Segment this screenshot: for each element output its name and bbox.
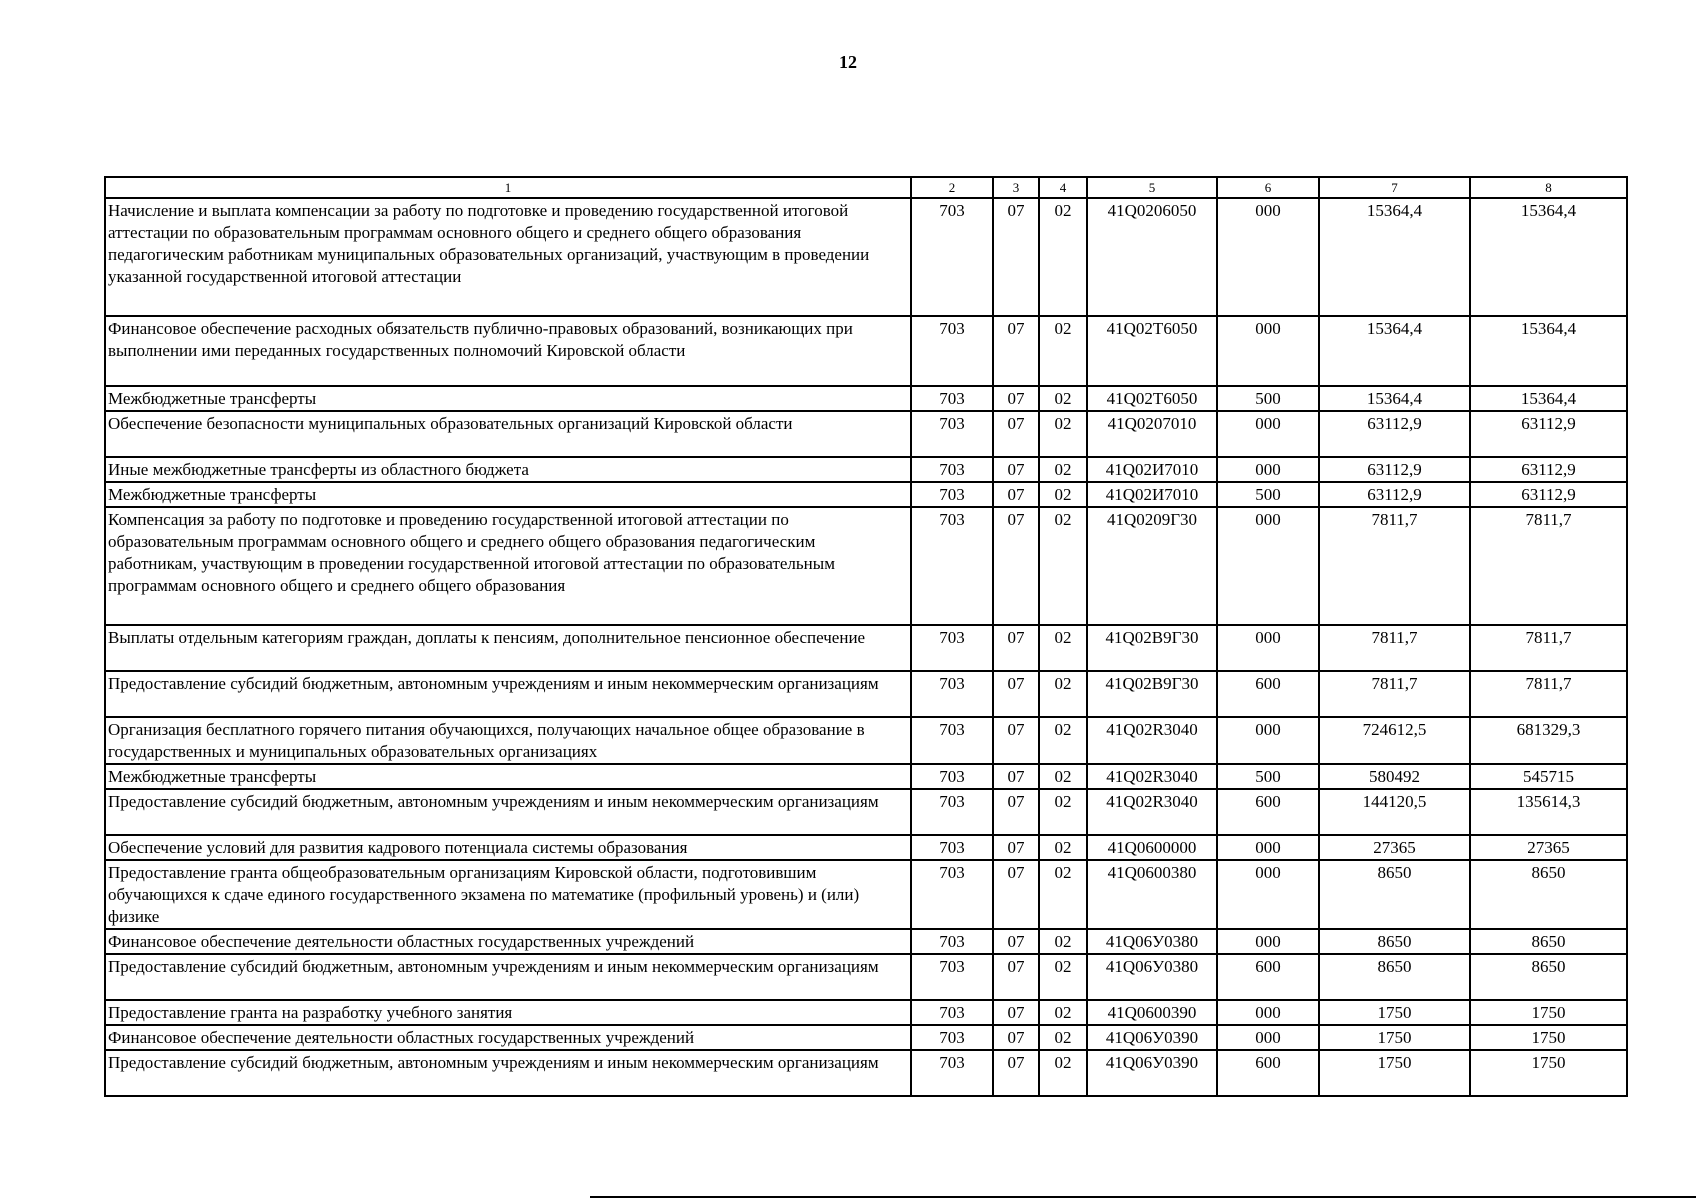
amount-col7-cell: 15364,4: [1319, 198, 1470, 316]
table-row: [105, 671, 1627, 717]
header-cell: 7: [1319, 177, 1470, 198]
amount-col7-cell: 7811,7: [1319, 507, 1470, 625]
table-row: [105, 411, 1627, 457]
section-code-cell: 703: [911, 671, 993, 717]
amount-col7-cell: 8650: [1319, 954, 1470, 1000]
expense-type-cell: 500: [1217, 764, 1319, 789]
section-code-cell: 703: [911, 198, 993, 316]
subsection-code-cell: 07: [993, 625, 1039, 671]
amount-col8-cell: 545715: [1470, 764, 1627, 789]
subsection-code-cell: 07: [993, 386, 1039, 411]
target-article-cell: 41Q02Т6050: [1087, 386, 1217, 411]
target-article-cell: 41Q02R3040: [1087, 764, 1217, 789]
row-name-cell: Межбюджетные трансферты: [105, 386, 911, 411]
header-cell: 6: [1217, 177, 1319, 198]
amount-col8-cell: 8650: [1470, 954, 1627, 1000]
section-code-cell: 703: [911, 386, 993, 411]
subgroup-code-cell: 02: [1039, 954, 1087, 1000]
subgroup-code-cell: 02: [1039, 717, 1087, 764]
target-article-cell: 41Q06У0380: [1087, 929, 1217, 954]
row-name-cell: Межбюджетные трансферты: [105, 482, 911, 507]
subgroup-code-cell: 02: [1039, 482, 1087, 507]
expense-type-cell: 600: [1217, 671, 1319, 717]
row-name-cell: Выплаты отдельным категориям граждан, доплаты к пенсиям, дополнительное пенсионное обеспечение: [105, 625, 911, 671]
header-cell: 8: [1470, 177, 1627, 198]
amount-col7-cell: 15364,4: [1319, 316, 1470, 386]
subgroup-code-cell: 02: [1039, 1000, 1087, 1025]
amount-col7-cell: 724612,5: [1319, 717, 1470, 764]
amount-col8-cell: 15364,4: [1470, 386, 1627, 411]
amount-col8-cell: 1750: [1470, 1025, 1627, 1050]
subsection-code-cell: 07: [993, 671, 1039, 717]
section-code-cell: 703: [911, 835, 993, 860]
expense-type-cell: 600: [1217, 789, 1319, 835]
subgroup-code-cell: 02: [1039, 386, 1087, 411]
expense-type-cell: 000: [1217, 198, 1319, 316]
subsection-code-cell: 07: [993, 411, 1039, 457]
subsection-code-cell: 07: [993, 482, 1039, 507]
target-article-cell: 41Q02R3040: [1087, 789, 1217, 835]
expense-type-cell: 500: [1217, 386, 1319, 411]
subgroup-code-cell: 02: [1039, 671, 1087, 717]
amount-col7-cell: 1750: [1319, 1000, 1470, 1025]
amount-col8-cell: 63112,9: [1470, 482, 1627, 507]
subgroup-code-cell: 02: [1039, 835, 1087, 860]
subsection-code-cell: 07: [993, 1050, 1039, 1096]
row-name-cell: Компенсация за работу по подготовке и проведению государственной итоговой аттестации по образовательным программам основного общего и среднего общего образования педагогическим работникам, участвующим в проведении государственной итоговой аттестации по образовательным программам основного общего и среднего общего образования: [105, 507, 911, 625]
subsection-code-cell: 07: [993, 1000, 1039, 1025]
amount-col8-cell: 15364,4: [1470, 198, 1627, 316]
section-code-cell: 703: [911, 507, 993, 625]
table-header-row: [105, 177, 1627, 198]
amount-col8-cell: 15364,4: [1470, 316, 1627, 386]
expense-type-cell: 600: [1217, 1050, 1319, 1096]
amount-col7-cell: 7811,7: [1319, 625, 1470, 671]
amount-col8-cell: 63112,9: [1470, 457, 1627, 482]
row-name-cell: Начисление и выплата компенсации за работу по подготовке и проведению государственной итоговой аттестации по образовательным программам основного общего и среднего общего образования педагогическим работникам муниципальных образовательных организаций, участвующим в проведении указанной государственной итоговой аттестации: [105, 198, 911, 316]
row-name-cell: Финансовое обеспечение расходных обязательств публично-правовых образований, возникающих при выполнении ими переданных государственных полномочий Кировской области: [105, 316, 911, 386]
subgroup-code-cell: 02: [1039, 625, 1087, 671]
subgroup-code-cell: 02: [1039, 929, 1087, 954]
row-name-cell: Финансовое обеспечение деятельности областных государственных учреждений: [105, 929, 911, 954]
table-row: [105, 507, 1627, 625]
target-article-cell: 41Q06У0390: [1087, 1050, 1217, 1096]
target-article-cell: 41Q02И7010: [1087, 457, 1217, 482]
amount-col7-cell: 63112,9: [1319, 482, 1470, 507]
subgroup-code-cell: 02: [1039, 198, 1087, 316]
target-article-cell: 41Q0600390: [1087, 1000, 1217, 1025]
subgroup-code-cell: 02: [1039, 457, 1087, 482]
page-number: 12: [839, 52, 857, 72]
table-row: [105, 789, 1627, 835]
expense-type-cell: 600: [1217, 954, 1319, 1000]
section-code-cell: 703: [911, 789, 993, 835]
expense-type-cell: 000: [1217, 411, 1319, 457]
row-name-cell: Обеспечение условий для развития кадрового потенциала системы образования: [105, 835, 911, 860]
row-name-cell: Обеспечение безопасности муниципальных образовательных организаций Кировской области: [105, 411, 911, 457]
table-row: [105, 457, 1627, 482]
table-row: [105, 1000, 1627, 1025]
subgroup-code-cell: 02: [1039, 764, 1087, 789]
section-code-cell: 703: [911, 316, 993, 386]
page-bottom-rule: [590, 1196, 1696, 1198]
amount-col8-cell: 8650: [1470, 929, 1627, 954]
section-code-cell: 703: [911, 625, 993, 671]
target-article-cell: 41Q02И7010: [1087, 482, 1217, 507]
expense-type-cell: 000: [1217, 929, 1319, 954]
row-name-cell: Предоставление гранта общеобразовательным организациям Кировской области, подготовившим обучающихся к сдаче единого государственного экзамена по математике (профильный уровень) и (или) физике: [105, 860, 911, 929]
subsection-code-cell: 07: [993, 764, 1039, 789]
section-code-cell: 703: [911, 482, 993, 507]
header-cell: 4: [1039, 177, 1087, 198]
amount-col8-cell: 7811,7: [1470, 507, 1627, 625]
amount-col7-cell: 63112,9: [1319, 457, 1470, 482]
section-code-cell: 703: [911, 1000, 993, 1025]
section-code-cell: 703: [911, 1025, 993, 1050]
target-article-cell: 41Q06У0380: [1087, 954, 1217, 1000]
subsection-code-cell: 07: [993, 789, 1039, 835]
table-row: [105, 198, 1627, 316]
amount-col8-cell: 27365: [1470, 835, 1627, 860]
target-article-cell: 41Q02R3040: [1087, 717, 1217, 764]
subgroup-code-cell: 02: [1039, 789, 1087, 835]
section-code-cell: 703: [911, 457, 993, 482]
target-article-cell: 41Q0209Г30: [1087, 507, 1217, 625]
amount-col8-cell: 1750: [1470, 1000, 1627, 1025]
expense-type-cell: 500: [1217, 482, 1319, 507]
section-code-cell: 703: [911, 717, 993, 764]
amount-col8-cell: 681329,3: [1470, 717, 1627, 764]
row-name-cell: Организация бесплатного горячего питания обучающихся, получающих начальное общее образование в государственных и муниципальных образовательных организациях: [105, 717, 911, 764]
amount-col8-cell: 135614,3: [1470, 789, 1627, 835]
expense-type-cell: 000: [1217, 316, 1319, 386]
subgroup-code-cell: 02: [1039, 411, 1087, 457]
amount-col7-cell: 1750: [1319, 1025, 1470, 1050]
table-row: [105, 1050, 1627, 1096]
header-cell: 5: [1087, 177, 1217, 198]
section-code-cell: 703: [911, 764, 993, 789]
row-name-cell: Финансовое обеспечение деятельности областных государственных учреждений: [105, 1025, 911, 1050]
expense-type-cell: 000: [1217, 1000, 1319, 1025]
target-article-cell: 41Q0600380: [1087, 860, 1217, 929]
row-name-cell: Предоставление субсидий бюджетным, автономным учреждениям и иным некоммерческим организациям: [105, 1050, 911, 1096]
subsection-code-cell: 07: [993, 507, 1039, 625]
amount-col7-cell: 15364,4: [1319, 386, 1470, 411]
amount-col8-cell: 8650: [1470, 860, 1627, 929]
subsection-code-cell: 07: [993, 457, 1039, 482]
subsection-code-cell: 07: [993, 835, 1039, 860]
subgroup-code-cell: 02: [1039, 507, 1087, 625]
subsection-code-cell: 07: [993, 929, 1039, 954]
subgroup-code-cell: 02: [1039, 860, 1087, 929]
section-code-cell: 703: [911, 411, 993, 457]
table-row: [105, 316, 1627, 386]
expense-type-cell: 000: [1217, 1025, 1319, 1050]
subgroup-code-cell: 02: [1039, 1025, 1087, 1050]
subgroup-code-cell: 02: [1039, 316, 1087, 386]
subsection-code-cell: 07: [993, 860, 1039, 929]
subgroup-code-cell: 02: [1039, 1050, 1087, 1096]
row-name-cell: Предоставление субсидий бюджетным, автономным учреждениям и иным некоммерческим организациям: [105, 671, 911, 717]
amount-col7-cell: 8650: [1319, 929, 1470, 954]
target-article-cell: 41Q0600000: [1087, 835, 1217, 860]
budget-table: [104, 176, 1628, 1097]
subsection-code-cell: 07: [993, 717, 1039, 764]
amount-col7-cell: 7811,7: [1319, 671, 1470, 717]
target-article-cell: 41Q02В9Г30: [1087, 625, 1217, 671]
table-row: [105, 860, 1627, 929]
table-row: [105, 835, 1627, 860]
table-row: [105, 717, 1627, 764]
subsection-code-cell: 07: [993, 198, 1039, 316]
header-cell: 3: [993, 177, 1039, 198]
header-cell: 2: [911, 177, 993, 198]
expense-type-cell: 000: [1217, 507, 1319, 625]
row-name-cell: Предоставление субсидий бюджетным, автономным учреждениям и иным некоммерческим организациям: [105, 789, 911, 835]
expense-type-cell: 000: [1217, 625, 1319, 671]
header-cell: 1: [105, 177, 911, 198]
amount-col8-cell: 7811,7: [1470, 671, 1627, 717]
section-code-cell: 703: [911, 1050, 993, 1096]
target-article-cell: 41Q06У0390: [1087, 1025, 1217, 1050]
amount-col7-cell: 580492: [1319, 764, 1470, 789]
amount-col8-cell: 1750: [1470, 1050, 1627, 1096]
row-name-cell: Межбюджетные трансферты: [105, 764, 911, 789]
table-row: [105, 929, 1627, 954]
target-article-cell: 41Q0206050: [1087, 198, 1217, 316]
table-row: [105, 482, 1627, 507]
target-article-cell: 41Q0207010: [1087, 411, 1217, 457]
row-name-cell: Предоставление гранта на разработку учебного занятия: [105, 1000, 911, 1025]
table-row: [105, 954, 1627, 1000]
amount-col7-cell: 63112,9: [1319, 411, 1470, 457]
amount-col7-cell: 27365: [1319, 835, 1470, 860]
subsection-code-cell: 07: [993, 316, 1039, 386]
target-article-cell: 41Q02Т6050: [1087, 316, 1217, 386]
expense-type-cell: 000: [1217, 457, 1319, 482]
expense-type-cell: 000: [1217, 860, 1319, 929]
table-row: [105, 386, 1627, 411]
table-row: [105, 625, 1627, 671]
amount-col7-cell: 1750: [1319, 1050, 1470, 1096]
subsection-code-cell: 07: [993, 954, 1039, 1000]
amount-col7-cell: 144120,5: [1319, 789, 1470, 835]
section-code-cell: 703: [911, 954, 993, 1000]
row-name-cell: Предоставление субсидий бюджетным, автономным учреждениям и иным некоммерческим организациям: [105, 954, 911, 1000]
section-code-cell: 703: [911, 929, 993, 954]
expense-type-cell: 000: [1217, 835, 1319, 860]
table-row: [105, 764, 1627, 789]
amount-col8-cell: 63112,9: [1470, 411, 1627, 457]
amount-col7-cell: 8650: [1319, 860, 1470, 929]
subsection-code-cell: 07: [993, 1025, 1039, 1050]
amount-col8-cell: 7811,7: [1470, 625, 1627, 671]
row-name-cell: Иные межбюджетные трансферты из областного бюджета: [105, 457, 911, 482]
target-article-cell: 41Q02В9Г30: [1087, 671, 1217, 717]
section-code-cell: 703: [911, 860, 993, 929]
table-row: [105, 1025, 1627, 1050]
expense-type-cell: 000: [1217, 717, 1319, 764]
